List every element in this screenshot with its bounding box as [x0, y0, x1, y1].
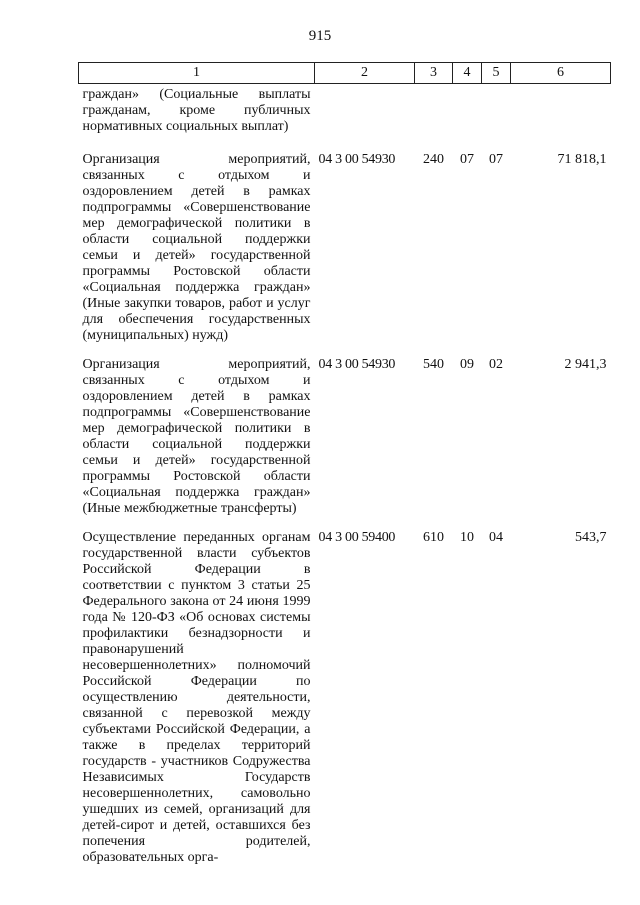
- row-rz: [453, 84, 482, 150]
- table-row: [79, 354, 611, 527]
- row-vr: 610: [423, 530, 444, 545]
- column-header-vr: 3: [415, 63, 453, 84]
- row-code: 04 3 00 54930: [318, 357, 396, 372]
- row-amount: 543,7: [575, 530, 607, 545]
- column-header-description: 1: [79, 63, 315, 84]
- row-description: граждан» (Социальные выплаты гражданам, кроме публичных нормативных социальных выплат): [82, 87, 311, 134]
- row-pr: 04: [489, 530, 503, 545]
- column-header-pr: 5: [482, 63, 511, 84]
- row-code: 04 3 00 59400: [318, 530, 396, 545]
- row-code: [315, 84, 415, 150]
- row-rz: 09: [460, 357, 474, 372]
- table-row: [79, 527, 611, 876]
- column-header-amount: 6: [511, 63, 611, 84]
- row-description: Организация мероприятий, связанных с отдыхом и оздоровлением детей в рамках подпрограммы «Совершенствование мер демографической политики в области социальной поддержки семьи и детей» государственной программы Ростовской области «Социальная поддержка граждан» (Иные закупки товаров, работ и услуг для обеспечения государственных (муниципальных) нужд): [82, 152, 311, 343]
- row-amount: [511, 84, 611, 150]
- row-vr: 540: [423, 357, 444, 372]
- column-header-rz: 4: [453, 63, 482, 84]
- row-amount: 71 818,1: [557, 152, 607, 167]
- page-number: 915: [308, 28, 332, 44]
- table-row: [79, 84, 611, 150]
- budget-table: [78, 62, 611, 876]
- row-description: Осуществление переданных органам государственной власти субъектов Российской Федерации в соответствии с пунктом 3 статьи 25 Федерального закона от 24 июня 1999 года № 120-ФЗ «Об основах системы профилактики безнадзорности и правонарушений несовершеннолетних» полномочий Российской Федерации по осуществлению деятельности, связанной с перевозкой между субъектами Российской Федерации, а также в пределах территорий государств - участников Содружества Независимых Государств несовершеннолетних, самовольно ушедших из семей, организаций для детей-сирот и детей, оставшихся без попечения родителей, образовательных орга-: [82, 530, 311, 865]
- row-vr: 240: [423, 152, 444, 167]
- row-code: 04 3 00 54930: [318, 152, 396, 167]
- row-description: Организация мероприятий, связанных с отдыхом и оздоровлением детей в рамках подпрограммы «Совершенствование мер демографической политики в области социальной поддержки семьи и детей» государственной программы Ростовской области «Социальная поддержка граждан» (Иные межбюджетные трансферты): [82, 357, 311, 516]
- row-pr: [482, 84, 511, 150]
- table-row: [79, 149, 611, 354]
- column-header-code: 2: [315, 63, 415, 84]
- table-header-row: [79, 63, 611, 84]
- row-rz: 07: [460, 152, 474, 167]
- row-pr: 07: [489, 152, 503, 167]
- row-rz: 10: [460, 530, 474, 545]
- row-pr: 02: [489, 357, 503, 372]
- row-vr: [415, 84, 453, 150]
- row-amount: 2 941,3: [564, 357, 607, 372]
